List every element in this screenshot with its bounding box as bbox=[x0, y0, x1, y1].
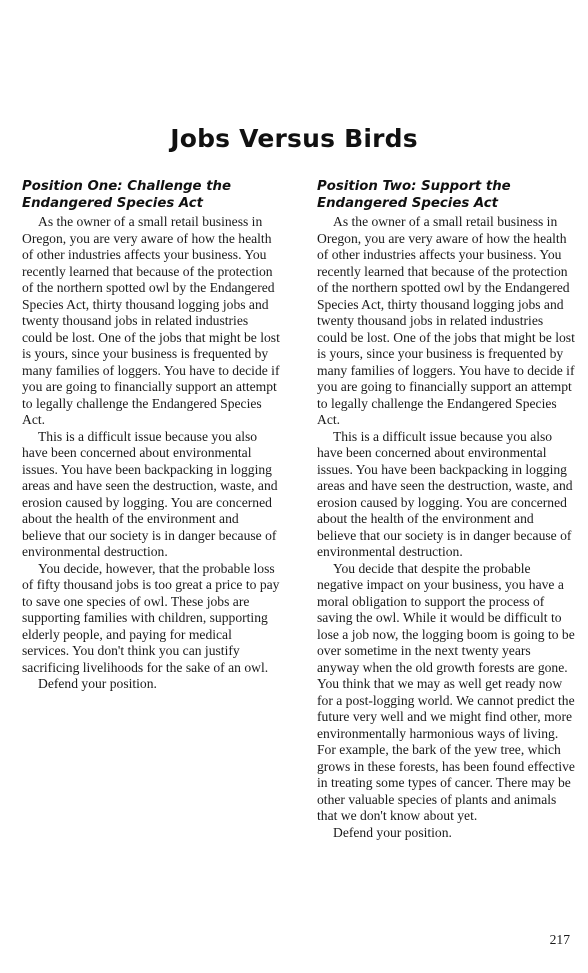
position-one-paragraph-4: Defend your position. bbox=[38, 676, 157, 691]
page-title: Jobs Versus Birds bbox=[170, 124, 418, 153]
page-number: 217 bbox=[549, 932, 570, 947]
position-two-paragraph-2: This is a difficult issue because you also have been concerned about environmental issues. You have been backpacking in logging areas and have seen the destruction, waste, and erosion caused by logging. You are concerned about the health of the environment and believe that our society is in danger because of environmental destruction. bbox=[317, 428, 573, 559]
position-two-column bbox=[317, 178, 575, 841]
position-two-heading-line2: Endangered Species Act bbox=[317, 196, 499, 211]
position-one-column bbox=[22, 178, 280, 693]
position-one-paragraph-1: As the owner of a small retail business in Oregon, you are very aware of how the health of other industries affects your business. You recently learned that because of the protection of the northern spotted owl by the Endangered Species Act, thirty thousand logging jobs and twenty thousand jobs in related industries could be lost. One of the jobs that might be lost is yours, since your business is frequented by many families of loggers. You have to decide if you are going to financially support an attempt to legally challenge the Endangered Species Act. bbox=[22, 214, 280, 427]
position-two-paragraph-4: Defend your position. bbox=[333, 824, 452, 840]
position-one-paragraph-3: You decide, however, that the probable loss of fifty thousand jobs is too great a price to pay to save one species of owl. These jobs are supporting families with children, supporting elderly people, and paying for medical services. You don't think you can justify sacrificing livelihoods for the sake of an owl. bbox=[22, 560, 280, 675]
position-one-paragraph-2: This is a difficult issue because you also have been concerned about environmental issues. You have been backpacking in logging areas and have seen the destruction, waste, and erosion caused by logging. You are concerned about the health of the environment and believe that our society is in danger because of environmental destruction. bbox=[22, 428, 278, 559]
position-one-heading-line2: Endangered Species Act bbox=[22, 196, 204, 211]
position-two-heading-line1: Position Two: Support the bbox=[317, 179, 511, 194]
position-one-heading bbox=[22, 178, 280, 212]
position-two-paragraph-1: As the owner of a small retail business in Oregon, you are very aware of how the health of other industries affects your business. You recently learned that because of the protection of the northern spotted owl by the Endangered Species Act, thirty thousand logging jobs and twenty thousand jobs in related industries could be lost. One of the jobs that might be lost is yours, since your business is frequented by many families of loggers. You have to decide if you are going to financially support an attempt to legally challenge the Endangered Species Act. bbox=[317, 214, 575, 427]
position-two-paragraph-3: You decide that despite the probable negative impact on your business, you have a moral obligation to support the process of saving the owl. While it would be difficult to lose a job now, the logging boom is going to be over sometime in the next twenty years anyway when the old growth forests are gone. You think that we may as well get ready now for a post-logging world. We cannot predict the future very well and we might find other, more environmentally harmonious ways of living. For example, the bark of the yew tree, which grows in these forests, has been found effective in treating some types of cancer. There may be other valuable species of plants and animals that we don't know about yet. bbox=[317, 560, 575, 823]
position-one-heading-line1: Position One: Challenge the bbox=[22, 179, 232, 194]
position-two-heading bbox=[317, 178, 575, 212]
